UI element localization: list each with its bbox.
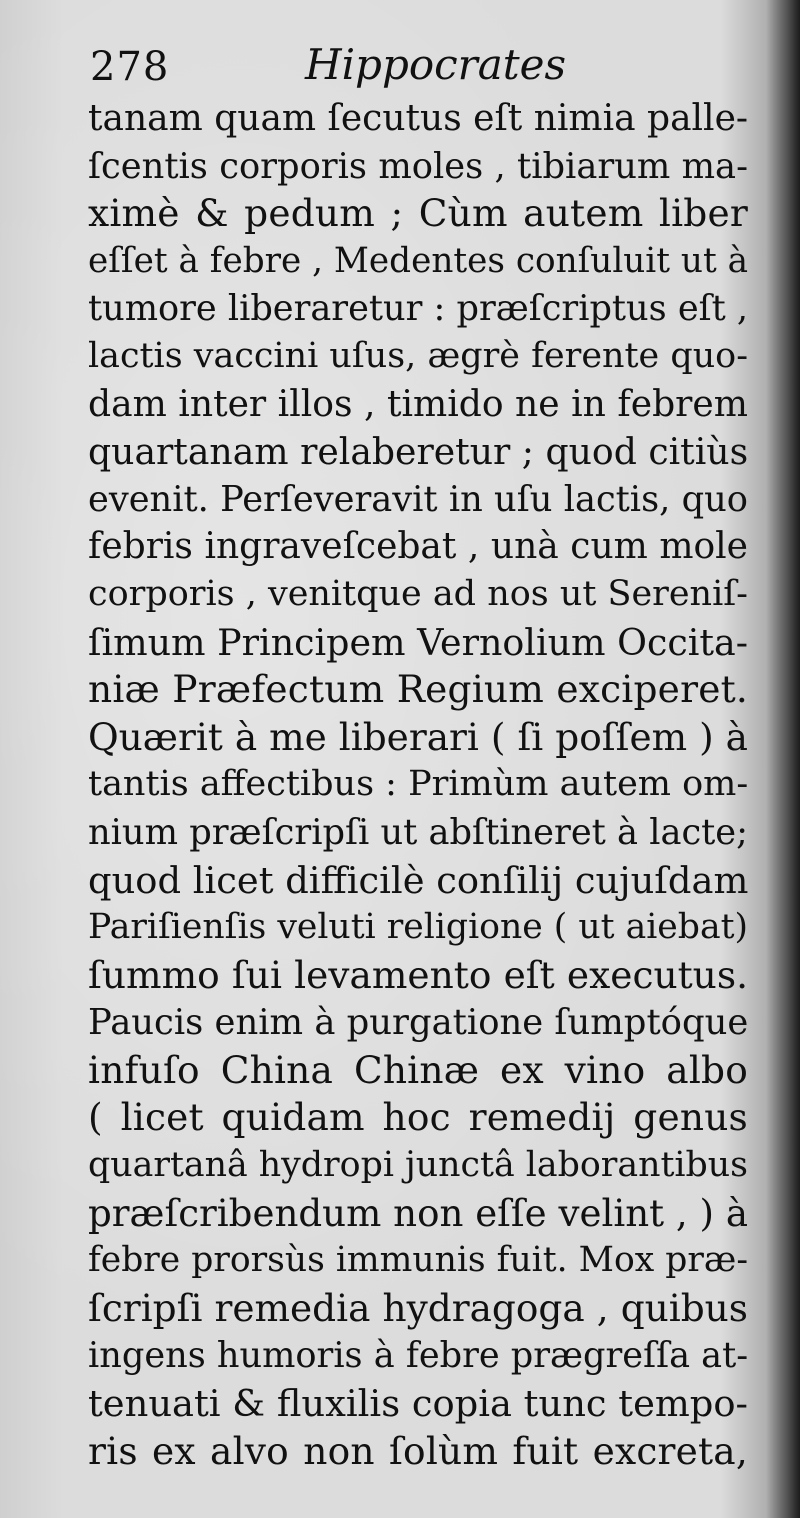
text-line: evenit. Perſeveravit in uſu lactis, quo	[88, 478, 748, 520]
text-line: febris ingraveſcebat , unà cum mole	[88, 526, 748, 568]
running-head: Hippocrates	[305, 40, 567, 89]
text-line: Quærit à me liberari ( ſi poſſem ) à	[88, 714, 748, 759]
text-line: ſimum Principem Vernolium Occita-	[88, 620, 748, 664]
text-line: tumore liberaretur : præſcriptus eſt ,	[88, 288, 749, 330]
body-text	[88, 95, 748, 1475]
text-line: corporis , venitque ad nos ut Sereniſ-	[88, 573, 748, 614]
text-line: ris ex alvo non ſolùm fuit excreta,	[88, 1428, 748, 1473]
text-line: eſſet à febre , Medentes conſuluit ut à	[88, 240, 748, 281]
text-line: ( licet quidam hoc remedij genus	[88, 1095, 748, 1140]
page-header	[90, 40, 730, 96]
text-line: niæ Præfectum Regium exciperet.	[88, 667, 748, 712]
text-line: quartanam relaberetur ; quod citiùs	[88, 430, 749, 474]
text-line: dam inter illos , timido ne in febrem	[88, 382, 748, 425]
page-edge-shadow	[766, 0, 800, 1518]
text-line: præſcribendum non eſſe velint , ) à	[88, 1191, 748, 1235]
text-line: tenuati & fluxilis copia tunc tempo-	[88, 1382, 748, 1426]
text-line: febre prorsùs immunis fuit. Mox præ-	[88, 1240, 748, 1281]
text-line: ſcentis corporis moles , tibiarum ma-	[88, 145, 748, 187]
text-line: lactis vaccini uſus, ægrè ferente quo-	[88, 335, 748, 376]
text-line: infuſo China Chinæ ex vino albo	[88, 1047, 748, 1092]
text-line: ingens humoris à febre prægreſſa at-	[88, 1335, 749, 1377]
text-line: ſummo ſui levamento eſt executus.	[88, 952, 748, 997]
text-line: Paucis enim à purgatione ſumptóque	[88, 1002, 749, 1044]
text-line: tanam quam ſecutus eſt nimia palle-	[88, 98, 749, 139]
text-line: Pariſienſis veluti religione ( ut aiebat)	[88, 907, 748, 948]
text-line: ſcripſi remedia hydragoga , quibus	[88, 1285, 748, 1330]
text-line: quod licet difficilè conſilij cujuſdam	[88, 858, 749, 902]
text-line: tantis affectibus : Primùm autem om-	[88, 764, 749, 805]
text-line: ximè & pedum ; Cùm autem liber	[88, 191, 748, 236]
text-line: quartanâ hydropi junctâ laborantibus	[88, 1145, 748, 1186]
text-line: nium præſcripſi ut abſtineret à lacte;	[88, 811, 748, 853]
page-number: 278	[90, 44, 170, 90]
